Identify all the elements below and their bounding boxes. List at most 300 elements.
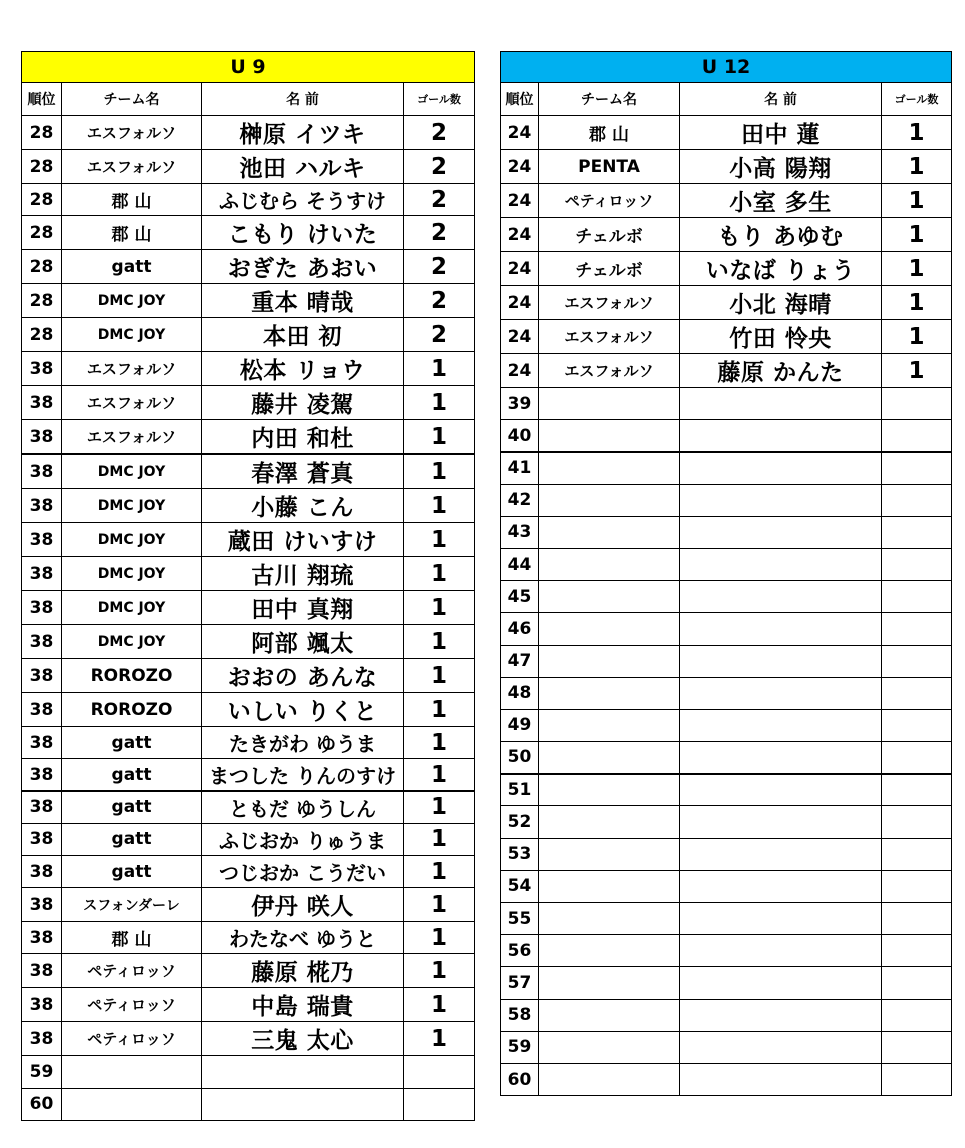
goals-cell: 1 bbox=[404, 823, 475, 855]
rank-cell: 56 bbox=[501, 935, 539, 967]
player-name-cell: わたなべ ゆうと bbox=[202, 922, 404, 954]
player-name-cell: おぎた あおい bbox=[202, 250, 404, 284]
player-name-cell: 阿部 颯太 bbox=[202, 625, 404, 659]
goals-cell bbox=[882, 645, 952, 677]
player-name-cell: 竹田 怜央 bbox=[680, 320, 882, 354]
rank-cell: 55 bbox=[501, 903, 539, 935]
team-cell: 郡 山 bbox=[62, 216, 202, 250]
table-row bbox=[22, 318, 475, 352]
table-row bbox=[22, 284, 475, 318]
table-row bbox=[501, 742, 952, 774]
player-name-cell: ふじむら そうすけ bbox=[202, 184, 404, 216]
goals-cell: 1 bbox=[882, 218, 952, 252]
goals-cell bbox=[404, 1088, 475, 1120]
goals-cell: 2 bbox=[404, 284, 475, 318]
goals-cell: 2 bbox=[404, 184, 475, 216]
goals-cell: 1 bbox=[882, 354, 952, 388]
player-name-cell bbox=[680, 677, 882, 709]
player-name-cell bbox=[680, 645, 882, 677]
player-name-cell: 小藤 こん bbox=[202, 489, 404, 523]
u9-rows bbox=[22, 116, 475, 1121]
player-name-cell bbox=[680, 999, 882, 1031]
team-cell bbox=[539, 870, 680, 902]
rank-cell: 46 bbox=[501, 613, 539, 645]
team-cell bbox=[539, 709, 680, 741]
player-name-cell: おおの あんな bbox=[202, 659, 404, 693]
player-name-cell: 春澤 蒼真 bbox=[202, 454, 404, 489]
rank-cell: 60 bbox=[501, 1063, 539, 1095]
team-cell bbox=[539, 581, 680, 613]
player-name-cell: 小北 海晴 bbox=[680, 286, 882, 320]
player-name-cell: 三鬼 太心 bbox=[202, 1022, 404, 1056]
u9-header-team: チーム名 bbox=[62, 83, 202, 116]
table-row bbox=[22, 759, 475, 791]
table-row bbox=[22, 1056, 475, 1088]
table-row bbox=[22, 791, 475, 823]
u12-header-rank: 順位 bbox=[501, 83, 539, 116]
rank-cell: 49 bbox=[501, 709, 539, 741]
team-cell bbox=[539, 388, 680, 420]
goals-cell: 1 bbox=[882, 252, 952, 286]
rank-cell: 38 bbox=[22, 420, 62, 455]
goals-cell: 1 bbox=[404, 386, 475, 420]
rank-cell: 38 bbox=[22, 759, 62, 791]
player-name-cell bbox=[680, 388, 882, 420]
goals-cell: 1 bbox=[404, 759, 475, 791]
table-row bbox=[22, 454, 475, 489]
table-row bbox=[501, 613, 952, 645]
table-row bbox=[501, 218, 952, 252]
player-name-cell: ふじおか りゅうま bbox=[202, 823, 404, 855]
player-name-cell: 田中 真翔 bbox=[202, 591, 404, 625]
player-name-cell bbox=[680, 452, 882, 484]
table-row bbox=[22, 922, 475, 954]
rank-cell: 38 bbox=[22, 791, 62, 823]
rank-cell: 40 bbox=[501, 420, 539, 452]
goals-cell: 2 bbox=[404, 318, 475, 352]
u12-title-row bbox=[501, 52, 952, 83]
u9-header-rank: 順位 bbox=[22, 83, 62, 116]
goals-cell bbox=[882, 452, 952, 484]
team-cell: 郡 山 bbox=[62, 184, 202, 216]
u12-title: U 12 bbox=[501, 52, 952, 83]
goals-cell: 1 bbox=[404, 625, 475, 659]
goals-cell bbox=[882, 870, 952, 902]
team-cell: エスフォルソ bbox=[62, 150, 202, 184]
player-name-cell: 榊原 イツキ bbox=[202, 116, 404, 150]
rank-cell: 24 bbox=[501, 252, 539, 286]
goals-cell: 1 bbox=[404, 855, 475, 887]
player-name-cell: こもり けいた bbox=[202, 216, 404, 250]
table-row bbox=[22, 216, 475, 250]
goals-cell bbox=[882, 677, 952, 709]
rank-cell: 41 bbox=[501, 452, 539, 484]
rank-cell: 28 bbox=[22, 184, 62, 216]
goals-cell: 1 bbox=[404, 523, 475, 557]
rank-cell: 28 bbox=[22, 284, 62, 318]
rank-cell: 38 bbox=[22, 954, 62, 988]
team-cell bbox=[539, 516, 680, 548]
player-name-cell bbox=[680, 1063, 882, 1095]
team-cell: チェルボ bbox=[539, 252, 680, 286]
team-cell bbox=[539, 420, 680, 452]
team-cell: ROROZO bbox=[62, 693, 202, 727]
team-cell: DMC JOY bbox=[62, 557, 202, 591]
u9-table bbox=[21, 51, 475, 1121]
team-cell: DMC JOY bbox=[62, 591, 202, 625]
rank-cell: 59 bbox=[501, 1031, 539, 1063]
player-name-cell: 藤原 椛乃 bbox=[202, 954, 404, 988]
rank-cell: 24 bbox=[501, 320, 539, 354]
goals-cell bbox=[882, 484, 952, 516]
team-cell: ペティロッソ bbox=[62, 988, 202, 1022]
player-name-cell: 本田 初 bbox=[202, 318, 404, 352]
table-row bbox=[501, 709, 952, 741]
goals-cell: 1 bbox=[404, 1022, 475, 1056]
team-cell: エスフォルソ bbox=[62, 116, 202, 150]
goals-cell: 1 bbox=[404, 454, 475, 489]
team-cell bbox=[539, 903, 680, 935]
table-row bbox=[501, 645, 952, 677]
rank-cell: 38 bbox=[22, 557, 62, 591]
goals-cell bbox=[882, 838, 952, 870]
team-cell bbox=[539, 613, 680, 645]
rank-cell: 45 bbox=[501, 581, 539, 613]
player-name-cell bbox=[202, 1088, 404, 1120]
player-name-cell: いしい りくと bbox=[202, 693, 404, 727]
goals-cell bbox=[882, 935, 952, 967]
rank-cell: 60 bbox=[22, 1088, 62, 1120]
table-row bbox=[22, 1022, 475, 1056]
table-row bbox=[22, 693, 475, 727]
goals-cell bbox=[882, 581, 952, 613]
goals-cell: 1 bbox=[404, 954, 475, 988]
player-name-cell bbox=[680, 1031, 882, 1063]
goals-cell: 1 bbox=[404, 791, 475, 823]
table-row bbox=[501, 452, 952, 484]
team-cell: PENTA bbox=[539, 150, 680, 184]
table-row bbox=[501, 184, 952, 218]
team-cell: チェルボ bbox=[539, 218, 680, 252]
table-row bbox=[501, 870, 952, 902]
rank-cell: 38 bbox=[22, 823, 62, 855]
player-name-cell bbox=[680, 548, 882, 580]
team-cell: gatt bbox=[62, 727, 202, 759]
team-cell bbox=[539, 806, 680, 838]
table-row bbox=[22, 855, 475, 887]
goals-cell: 1 bbox=[404, 888, 475, 922]
player-name-cell bbox=[680, 516, 882, 548]
goals-cell: 1 bbox=[882, 116, 952, 150]
team-cell: エスフォルソ bbox=[539, 354, 680, 388]
player-name-cell: 松本 リョウ bbox=[202, 352, 404, 386]
rank-cell: 59 bbox=[22, 1056, 62, 1088]
table-row bbox=[501, 967, 952, 999]
rank-cell: 39 bbox=[501, 388, 539, 420]
rank-cell: 24 bbox=[501, 286, 539, 320]
team-cell bbox=[539, 742, 680, 774]
goals-cell: 1 bbox=[404, 922, 475, 954]
team-cell bbox=[62, 1088, 202, 1120]
rank-cell: 58 bbox=[501, 999, 539, 1031]
table-row bbox=[22, 420, 475, 455]
table-row bbox=[22, 823, 475, 855]
player-name-cell bbox=[680, 774, 882, 806]
goals-cell bbox=[882, 999, 952, 1031]
u12-header-goals: ゴール数 bbox=[882, 83, 952, 116]
player-name-cell bbox=[680, 420, 882, 452]
rank-cell: 38 bbox=[22, 855, 62, 887]
player-name-cell bbox=[680, 967, 882, 999]
goals-cell: 2 bbox=[404, 150, 475, 184]
team-cell: エスフォルソ bbox=[62, 386, 202, 420]
table-row bbox=[501, 320, 952, 354]
team-cell: ROROZO bbox=[62, 659, 202, 693]
team-cell bbox=[539, 484, 680, 516]
team-cell: DMC JOY bbox=[62, 523, 202, 557]
team-cell bbox=[539, 677, 680, 709]
rank-cell: 38 bbox=[22, 693, 62, 727]
rank-cell: 24 bbox=[501, 150, 539, 184]
team-cell bbox=[539, 1031, 680, 1063]
team-cell: DMC JOY bbox=[62, 318, 202, 352]
goals-cell: 1 bbox=[404, 352, 475, 386]
player-name-cell: もり あゆむ bbox=[680, 218, 882, 252]
goals-cell bbox=[882, 967, 952, 999]
player-name-cell bbox=[680, 838, 882, 870]
rank-cell: 38 bbox=[22, 489, 62, 523]
team-cell: DMC JOY bbox=[62, 625, 202, 659]
rank-cell: 38 bbox=[22, 1022, 62, 1056]
rank-cell: 38 bbox=[22, 988, 62, 1022]
rank-cell: 51 bbox=[501, 774, 539, 806]
table-row bbox=[22, 557, 475, 591]
table-row bbox=[501, 286, 952, 320]
rank-cell: 42 bbox=[501, 484, 539, 516]
table-row bbox=[22, 489, 475, 523]
player-name-cell: 池田 ハルキ bbox=[202, 150, 404, 184]
goals-cell bbox=[882, 903, 952, 935]
table-row bbox=[501, 903, 952, 935]
team-cell: エスフォルソ bbox=[62, 420, 202, 455]
table-row bbox=[501, 548, 952, 580]
goals-cell bbox=[882, 1031, 952, 1063]
goals-cell bbox=[882, 613, 952, 645]
rank-cell: 38 bbox=[22, 352, 62, 386]
team-cell: ペティロッソ bbox=[539, 184, 680, 218]
rank-cell: 28 bbox=[22, 250, 62, 284]
rank-cell: 28 bbox=[22, 116, 62, 150]
player-name-cell: 伊丹 咲人 bbox=[202, 888, 404, 922]
player-name-cell bbox=[680, 903, 882, 935]
goals-cell: 2 bbox=[404, 216, 475, 250]
team-cell: gatt bbox=[62, 791, 202, 823]
player-name-cell: いなば りょう bbox=[680, 252, 882, 286]
table-row bbox=[501, 935, 952, 967]
team-cell bbox=[539, 935, 680, 967]
team-cell: ペティロッソ bbox=[62, 954, 202, 988]
rank-cell: 38 bbox=[22, 523, 62, 557]
player-name-cell: 古川 翔琉 bbox=[202, 557, 404, 591]
goals-cell: 1 bbox=[404, 727, 475, 759]
player-name-cell: つじおか こうだい bbox=[202, 855, 404, 887]
player-name-cell bbox=[680, 935, 882, 967]
u12-table bbox=[500, 51, 952, 1096]
rank-cell: 38 bbox=[22, 922, 62, 954]
goals-cell: 1 bbox=[882, 320, 952, 354]
table-row bbox=[22, 888, 475, 922]
rank-cell: 38 bbox=[22, 727, 62, 759]
goals-cell: 1 bbox=[404, 420, 475, 455]
rank-cell: 44 bbox=[501, 548, 539, 580]
table-row bbox=[501, 677, 952, 709]
rank-cell: 57 bbox=[501, 967, 539, 999]
table-row bbox=[501, 420, 952, 452]
rank-cell: 38 bbox=[22, 659, 62, 693]
table-row bbox=[22, 988, 475, 1022]
u9-header-name: 名 前 bbox=[202, 83, 404, 116]
player-name-cell bbox=[202, 1056, 404, 1088]
u9-title-row bbox=[22, 52, 475, 83]
table-row bbox=[501, 116, 952, 150]
team-cell: エスフォルソ bbox=[539, 320, 680, 354]
player-name-cell: 内田 和杜 bbox=[202, 420, 404, 455]
rank-cell: 38 bbox=[22, 888, 62, 922]
rank-cell: 24 bbox=[501, 218, 539, 252]
goals-cell bbox=[882, 388, 952, 420]
table-row bbox=[22, 1088, 475, 1120]
rank-cell: 38 bbox=[22, 386, 62, 420]
table-row bbox=[22, 523, 475, 557]
goals-cell: 1 bbox=[404, 489, 475, 523]
player-name-cell bbox=[680, 709, 882, 741]
table-row bbox=[501, 354, 952, 388]
team-cell bbox=[539, 967, 680, 999]
team-cell: gatt bbox=[62, 855, 202, 887]
u9-header-goals: ゴール数 bbox=[404, 83, 475, 116]
team-cell: 郡 山 bbox=[539, 116, 680, 150]
u9-header-row bbox=[22, 83, 475, 116]
goals-cell: 1 bbox=[404, 659, 475, 693]
table-row bbox=[22, 352, 475, 386]
goals-cell bbox=[882, 516, 952, 548]
team-cell bbox=[62, 1056, 202, 1088]
u9-title: U 9 bbox=[22, 52, 475, 83]
goals-cell bbox=[882, 742, 952, 774]
goals-cell bbox=[882, 420, 952, 452]
table-row bbox=[501, 581, 952, 613]
table-row bbox=[501, 1031, 952, 1063]
rank-cell: 24 bbox=[501, 116, 539, 150]
team-cell bbox=[539, 548, 680, 580]
table-row bbox=[22, 250, 475, 284]
goals-cell: 1 bbox=[404, 591, 475, 625]
table-row bbox=[22, 184, 475, 216]
player-name-cell: 小室 多生 bbox=[680, 184, 882, 218]
table-row bbox=[22, 591, 475, 625]
u12-header-team: チーム名 bbox=[539, 83, 680, 116]
goals-cell: 1 bbox=[404, 557, 475, 591]
rank-cell: 52 bbox=[501, 806, 539, 838]
team-cell bbox=[539, 999, 680, 1031]
table-row bbox=[501, 806, 952, 838]
team-cell bbox=[539, 838, 680, 870]
table-row bbox=[501, 774, 952, 806]
team-cell: 郡 山 bbox=[62, 922, 202, 954]
team-cell: DMC JOY bbox=[62, 454, 202, 489]
goals-cell: 1 bbox=[404, 988, 475, 1022]
team-cell: DMC JOY bbox=[62, 284, 202, 318]
team-cell: スフォンダーレ bbox=[62, 888, 202, 922]
team-cell bbox=[539, 452, 680, 484]
rank-cell: 47 bbox=[501, 645, 539, 677]
table-row bbox=[22, 727, 475, 759]
table-row bbox=[501, 838, 952, 870]
player-name-cell bbox=[680, 742, 882, 774]
goals-cell: 1 bbox=[882, 286, 952, 320]
table-row bbox=[22, 150, 475, 184]
u12-header-row bbox=[501, 83, 952, 116]
rank-cell: 28 bbox=[22, 216, 62, 250]
rank-cell: 28 bbox=[22, 318, 62, 352]
rank-cell: 28 bbox=[22, 150, 62, 184]
goals-cell: 2 bbox=[404, 116, 475, 150]
rank-cell: 24 bbox=[501, 184, 539, 218]
goals-cell bbox=[404, 1056, 475, 1088]
team-cell: DMC JOY bbox=[62, 489, 202, 523]
rank-cell: 54 bbox=[501, 870, 539, 902]
player-name-cell: 小高 陽翔 bbox=[680, 150, 882, 184]
team-cell bbox=[539, 1063, 680, 1095]
player-name-cell bbox=[680, 870, 882, 902]
player-name-cell: まつした りんのすけ bbox=[202, 759, 404, 791]
table-row bbox=[501, 388, 952, 420]
goals-cell: 1 bbox=[882, 150, 952, 184]
goals-cell bbox=[882, 1063, 952, 1095]
player-name-cell: 蔵田 けいすけ bbox=[202, 523, 404, 557]
team-cell bbox=[539, 645, 680, 677]
rank-cell: 24 bbox=[501, 354, 539, 388]
player-name-cell bbox=[680, 484, 882, 516]
table-row bbox=[501, 484, 952, 516]
player-name-cell: 藤井 凌駕 bbox=[202, 386, 404, 420]
goals-cell: 2 bbox=[404, 250, 475, 284]
rank-cell: 38 bbox=[22, 591, 62, 625]
team-cell: gatt bbox=[62, 823, 202, 855]
player-name-cell bbox=[680, 806, 882, 838]
rank-cell: 43 bbox=[501, 516, 539, 548]
player-name-cell: 田中 蓮 bbox=[680, 116, 882, 150]
player-name-cell bbox=[680, 613, 882, 645]
goals-cell bbox=[882, 774, 952, 806]
team-cell: エスフォルソ bbox=[62, 352, 202, 386]
rank-cell: 38 bbox=[22, 625, 62, 659]
u12-header-name: 名 前 bbox=[680, 83, 882, 116]
team-cell: gatt bbox=[62, 250, 202, 284]
rank-cell: 38 bbox=[22, 454, 62, 489]
team-cell: ペティロッソ bbox=[62, 1022, 202, 1056]
player-name-cell: たきがわ ゆうま bbox=[202, 727, 404, 759]
table-row bbox=[22, 659, 475, 693]
goals-cell: 1 bbox=[404, 693, 475, 727]
rank-cell: 50 bbox=[501, 742, 539, 774]
goals-cell bbox=[882, 709, 952, 741]
rank-cell: 53 bbox=[501, 838, 539, 870]
team-cell bbox=[539, 774, 680, 806]
table-row bbox=[501, 1063, 952, 1095]
player-name-cell: 中島 瑞貴 bbox=[202, 988, 404, 1022]
player-name-cell bbox=[680, 581, 882, 613]
